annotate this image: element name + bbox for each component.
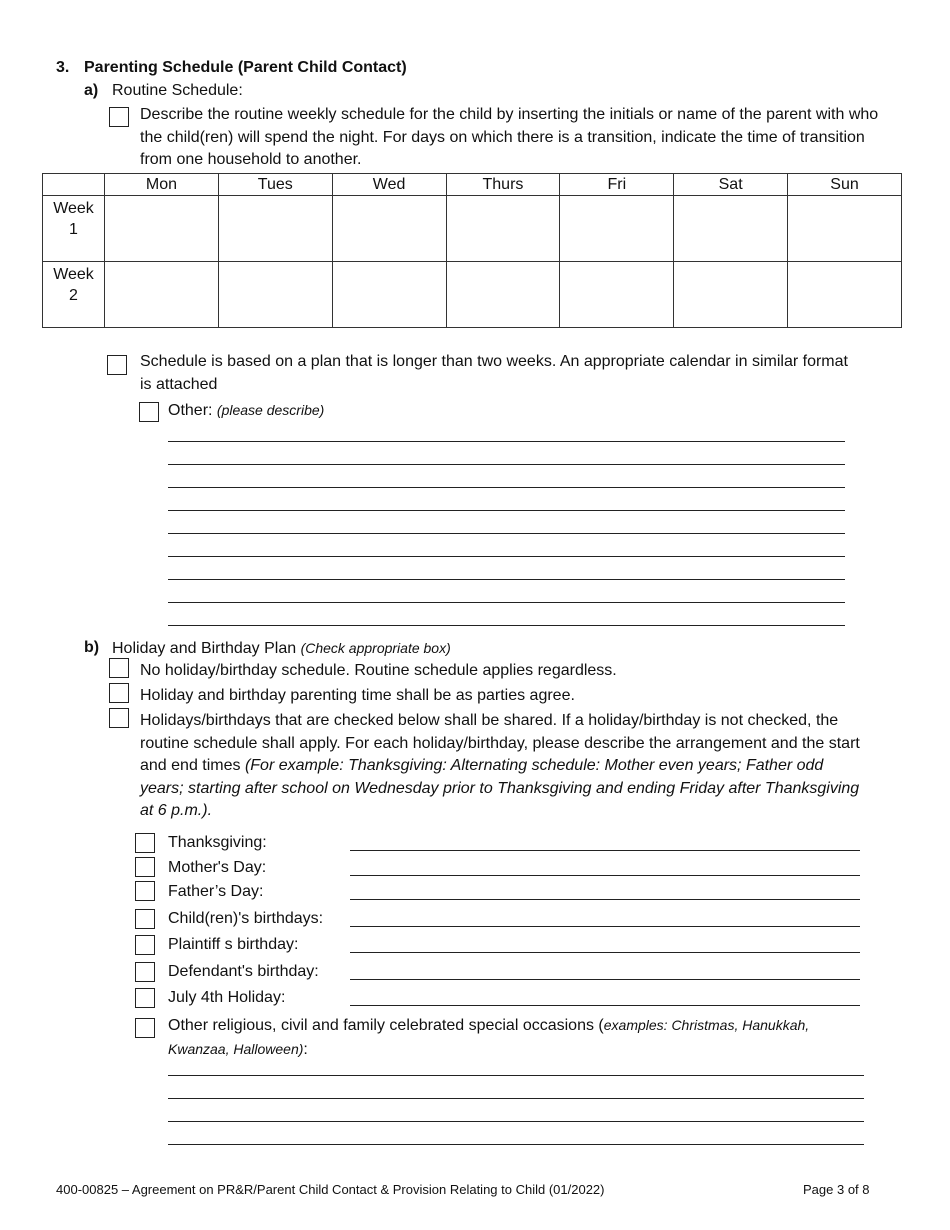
- holiday-agree-checkbox[interactable]: [109, 683, 129, 703]
- fathers-day-checkbox[interactable]: [135, 881, 155, 901]
- schedule-cell[interactable]: [332, 196, 446, 262]
- day-header: Fri: [560, 174, 674, 196]
- day-header: Mon: [105, 174, 219, 196]
- day-header: Tues: [218, 174, 332, 196]
- plaintiff-birthday-label: Plaintiff s birthday:: [168, 936, 299, 953]
- plaintiff-birthday-checkbox[interactable]: [135, 935, 155, 955]
- thanksgiving-label: Thanksgiving:: [168, 834, 267, 851]
- other-occasions-label: Other religious, civil and family celebrated special occasions (examples: Christmas, Hanukkah, Kwanzaa, Halloween):: [168, 1017, 810, 1058]
- holiday-label: Holiday and Birthday Plan (Check appropriate box): [112, 640, 451, 657]
- table-header-row: [43, 174, 902, 196]
- day-header: Thurs: [446, 174, 560, 196]
- defendant-birthday-label: Defendant's birthday:: [168, 963, 319, 980]
- other-occasions-checkbox[interactable]: [135, 1018, 155, 1038]
- week-label: Week 2: [43, 262, 105, 328]
- longer-plan-text: Schedule is based on a plan that is longer than two weeks. An appropriate calendar in similar format is attached: [140, 353, 848, 393]
- schedule-cell[interactable]: [674, 196, 788, 262]
- schedule-cell[interactable]: [105, 262, 219, 328]
- mothers-day-label: Mother's Day:: [168, 859, 267, 876]
- july-4th-checkbox[interactable]: [135, 988, 155, 1008]
- fathers-day-line[interactable]: [350, 899, 860, 900]
- schedule-cell[interactable]: [218, 196, 332, 262]
- children-birthdays-line[interactable]: [350, 926, 860, 927]
- schedule-cell[interactable]: [332, 262, 446, 328]
- schedule-cell[interactable]: [446, 262, 560, 328]
- longer-plan-checkbox[interactable]: [107, 355, 127, 375]
- defendant-birthday-line[interactable]: [350, 979, 860, 980]
- children-birthdays-label: Child(ren)'s birthdays:: [168, 910, 324, 927]
- schedule-cell[interactable]: [105, 196, 219, 262]
- table-row: [43, 196, 902, 262]
- thanksgiving-checkbox[interactable]: [135, 833, 155, 853]
- footer-form-id: 400-00825 – Agreement on PR&R/Parent Child Contact & Provision Relating to Child (01/2022): [56, 1182, 605, 1197]
- schedule-cell[interactable]: [560, 196, 674, 262]
- holiday-shared-label: Holidays/birthdays that are checked below shall be shared. If a holiday/birthday is not checked, the routine schedule shall apply. For each holiday/birthday, please describe the arrangement and the start and end times (For example: Thanksgiving: Alternating schedule: Mother even years; Father odd years; starting after school on Wednesday prior to Thanksgiving and ending Friday after Thanksgiving at 6 p.m.).: [140, 712, 860, 819]
- table-row: [43, 262, 902, 328]
- holiday-none-checkbox[interactable]: [109, 658, 129, 678]
- routine-description: Describe the routine weekly schedule for the child by inserting the initials or name of the parent with who the child(ren) will spend the night. For days on which there is a transition, indicate the time of transition from one household to another.: [140, 106, 879, 168]
- routine-schedule-table: [42, 173, 902, 328]
- routine-label: Routine Schedule:: [112, 82, 243, 99]
- holiday-shared-checkbox[interactable]: [109, 708, 129, 728]
- schedule-cell[interactable]: [788, 262, 902, 328]
- plaintiff-birthday-line[interactable]: [350, 952, 860, 953]
- day-header: Sun: [788, 174, 902, 196]
- day-header: Wed: [332, 174, 446, 196]
- defendant-birthday-checkbox[interactable]: [135, 962, 155, 982]
- other-schedule-checkbox[interactable]: [139, 402, 159, 422]
- mothers-day-line[interactable]: [350, 875, 860, 876]
- routine-schedule-checkbox[interactable]: [109, 107, 129, 127]
- schedule-cell[interactable]: [674, 262, 788, 328]
- footer-page-number: Page 3 of 8: [803, 1182, 870, 1197]
- schedule-cell[interactable]: [788, 196, 902, 262]
- week-label: Week 1: [43, 196, 105, 262]
- holiday-none-label: No holiday/birthday schedule. Routine schedule applies regardless.: [140, 662, 617, 679]
- section-title: Parenting Schedule (Parent Child Contact): [84, 59, 407, 76]
- children-birthdays-checkbox[interactable]: [135, 909, 155, 929]
- schedule-cell[interactable]: [560, 262, 674, 328]
- fathers-day-label: Father’s Day:: [168, 883, 264, 900]
- mothers-day-checkbox[interactable]: [135, 857, 155, 877]
- holiday-letter: b): [84, 639, 100, 656]
- thanksgiving-line[interactable]: [350, 850, 860, 851]
- other-schedule-label: Other: (please describe): [168, 402, 325, 419]
- holiday-agree-label: Holiday and birthday parenting time shall be as parties agree.: [140, 687, 575, 704]
- schedule-cell[interactable]: [446, 196, 560, 262]
- day-header: Sat: [674, 174, 788, 196]
- table-corner-cell: [43, 174, 105, 196]
- section-number: 3.: [56, 59, 70, 76]
- july-4th-label: July 4th Holiday:: [168, 989, 286, 1006]
- schedule-cell[interactable]: [218, 262, 332, 328]
- routine-letter: a): [84, 82, 99, 99]
- july-4th-line[interactable]: [350, 1005, 860, 1006]
